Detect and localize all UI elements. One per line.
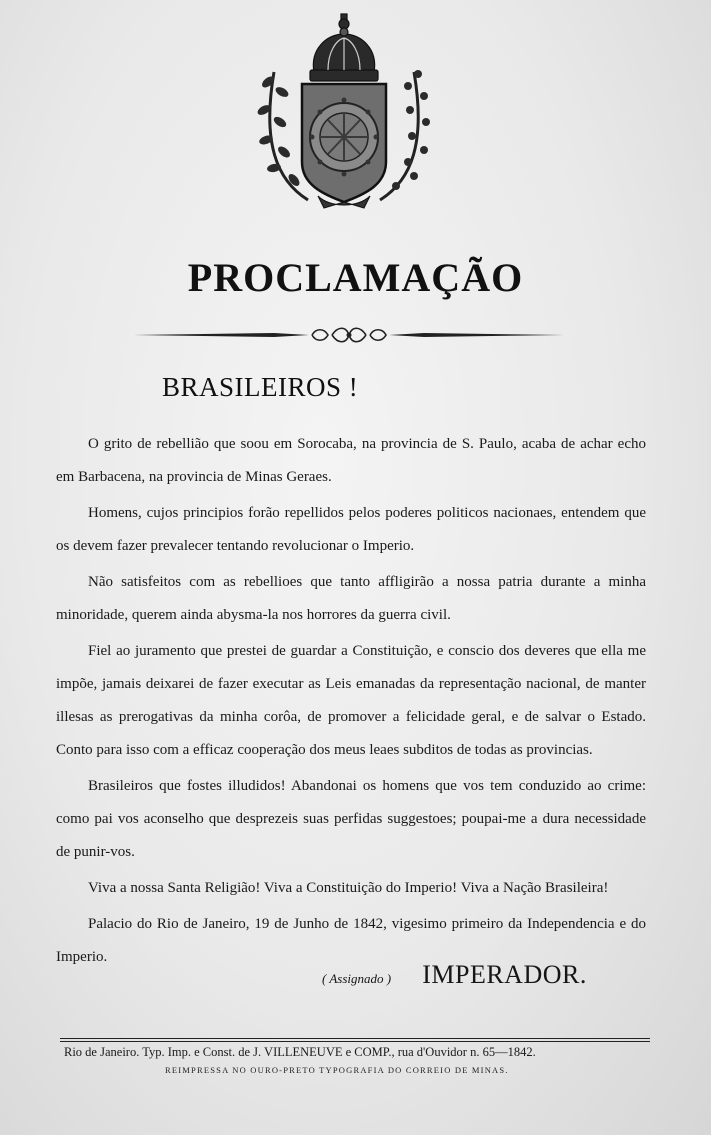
ornamental-divider-icon [134, 324, 564, 346]
paragraph: Brasileiros que fostes illudidos! Abandonai os homens que vos tem conduzido ao crime: como pai vos aconselho que desprezeis suas perfidas suggestoes; poupai-me a dura necessidade de punir-vos. [56, 778, 646, 860]
reprint-note: REIMPRESSA NO OURO-PRETO TYPOGRAFIA DO CORREIO DE MINAS. [165, 1065, 509, 1075]
paragraph: Fiel ao juramento que prestei de guardar a Constituição, e conscio dos deveres que ella me impõe, jamais deixarei de fazer executar as Leis emanadas da representação nacional, de manter illesas as prerogativas da minha corôa, de promover a felicidade geral, e de salvar o Estado. Conto para isso com a efficaz cooperação dos meus leaes subditos de todas as provincias. [56, 643, 646, 758]
paragraph: Não satisfeitos com as rebellioes que tanto affligirão a nossa patria durante a minha minoridade, querem ainda abysma-la nos horrores da guerra civil. [56, 574, 646, 623]
signature-block [322, 960, 587, 990]
proclamation-body [56, 428, 646, 977]
signed-label: ( Assignado ) [322, 971, 392, 986]
paragraph: Viva a nossa Santa Religião! Viva a Constituição do Imperio! Viva a Nação Brasileira! [88, 880, 609, 896]
paragraph: Palacio do Rio de Janeiro, 19 de Junho de 1842, vigesimo primeiro da Independencia e do Imperio. [56, 916, 646, 965]
printer-imprint: Rio de Janeiro. Typ. Imp. e Const. de J. VILLENEUVE e COMP., rua d'Ouvidor n. 65—1842. [64, 1045, 536, 1059]
salutation-heading: BRASILEIROS ! [162, 372, 359, 402]
paragraph: O grito de rebellião que soou em Sorocaba, na provincia de S. Paulo, acaba de achar echo em Barbacena, na provincia de Minas Geraes. [56, 436, 646, 485]
footer-divider [60, 1041, 650, 1042]
imperial-coat-of-arms-icon [248, 12, 444, 212]
signatory: IMPERADOR. [422, 960, 587, 989]
proclamation-title: PROCLAMAÇÃO [187, 255, 524, 300]
footer-divider [60, 1038, 650, 1039]
paragraph: Homens, cujos principios forão repellidos pelos poderes politicos nacionaes, entendem que os devem fazer prevalecer tentando revolucionar o Imperio. [56, 505, 646, 554]
